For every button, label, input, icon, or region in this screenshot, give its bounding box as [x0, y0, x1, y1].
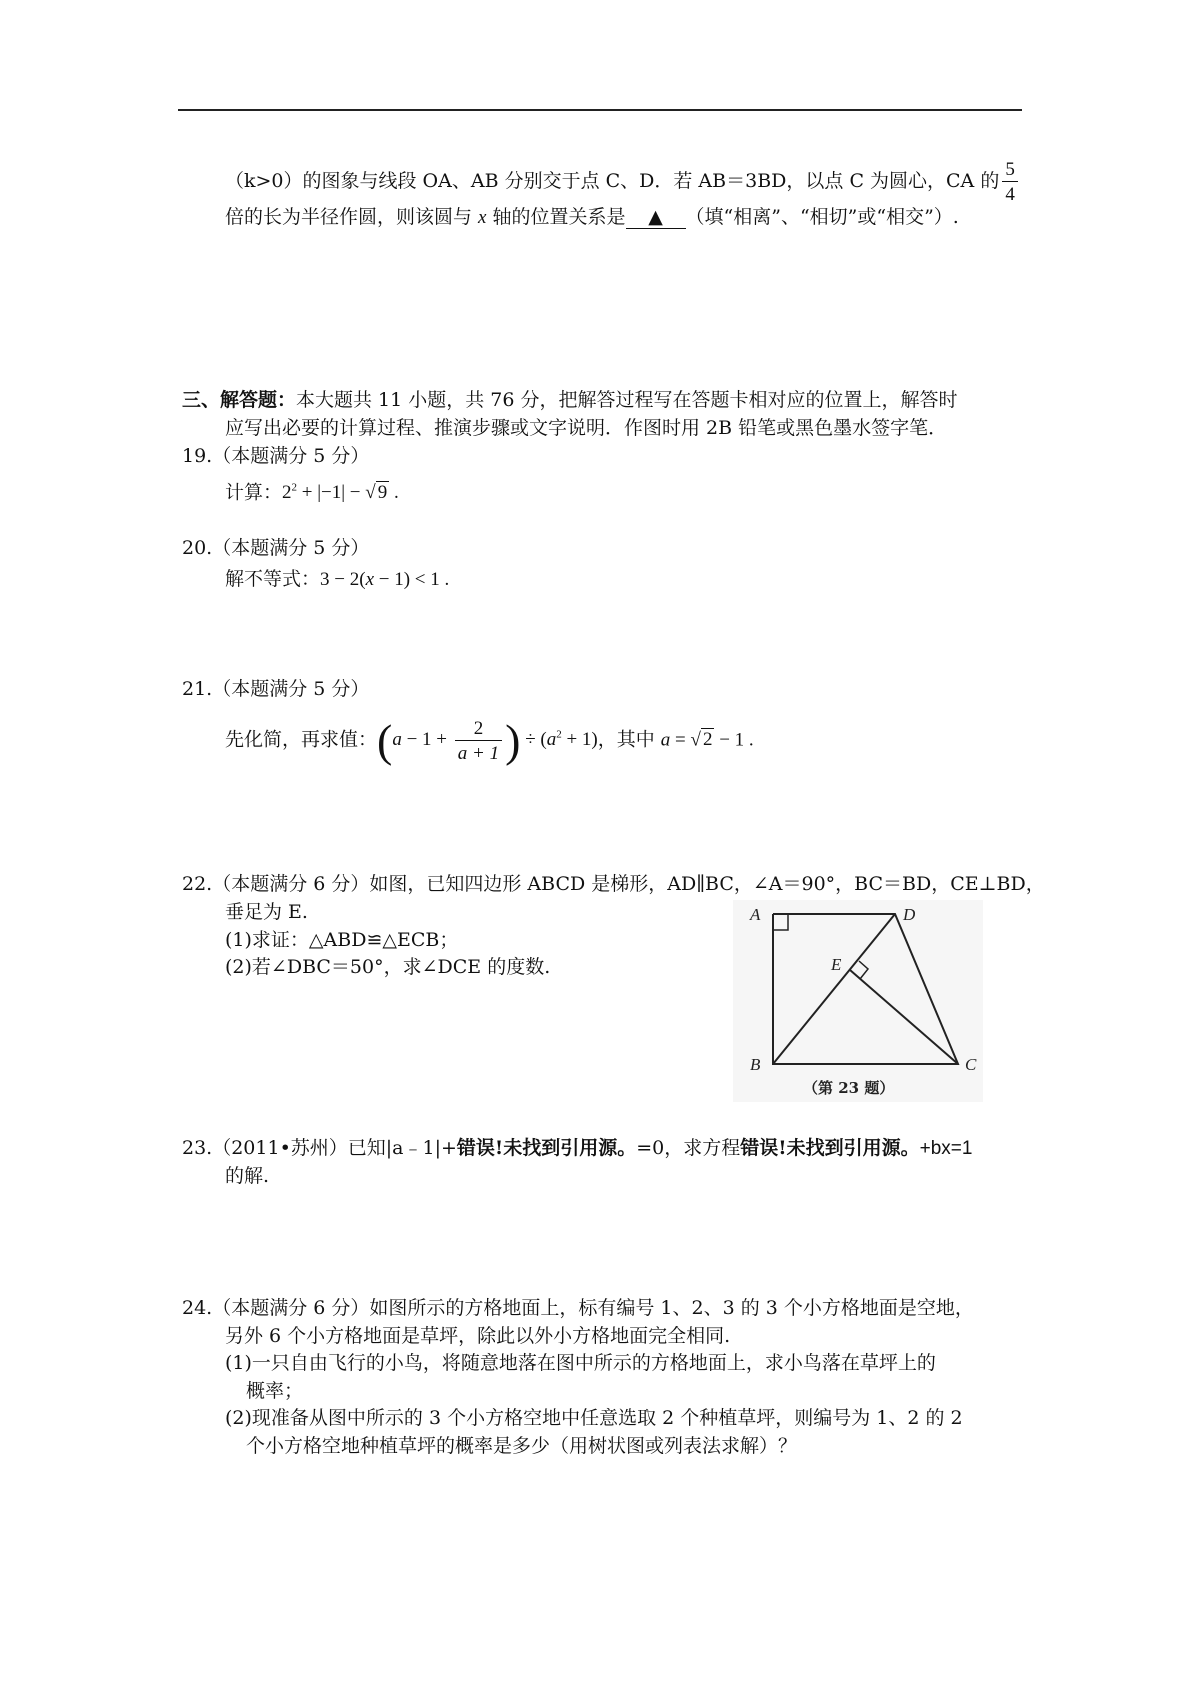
label-d: D	[903, 905, 916, 924]
right-angle-e	[859, 961, 868, 979]
header-rule	[178, 109, 1022, 111]
q18-fraction: $\frac{5}{4}$	[1002, 160, 1018, 204]
section3-line2: 应写出必要的计算过程、推演步骤或文字说明．作图时用 2B 铅笔或黑色墨水签字笔．	[225, 417, 948, 439]
answer-blank: ▲	[626, 206, 686, 229]
segment-bd	[773, 914, 895, 1064]
trapezoid-outline	[773, 914, 958, 1064]
section3-label: 三、解答题：	[182, 389, 297, 411]
q24-part1-line2: 概率；	[246, 1380, 304, 1402]
right-angle-a	[773, 914, 788, 930]
figure-caption: （第 23 题）	[803, 1079, 895, 1097]
label-a: A	[750, 905, 761, 924]
q24-part1-line1: (1)一只自由飞行的小鸟，将随意地落在图中所示的方格地面上，求小鸟落在草坪上的	[225, 1352, 936, 1374]
trapezoid-diagram	[733, 900, 983, 1102]
q18-line2: 倍的长为半径作圆，则该圆与 x 轴的位置关系是 ▲ （填“相离”、“相切”或“相交”）.	[225, 206, 959, 228]
q24-line1: 24.（本题满分 6 分）如图所示的方格地面上，标有编号 1、2、3 的 3 个小方格地面是空地，	[182, 1297, 974, 1319]
q19-header: 19.（本题满分 5 分）	[182, 445, 370, 467]
q22-line2: 垂足为 E.	[225, 901, 308, 923]
q19-body: 计算：$2^2 + |-1|$ − √ 9 .	[225, 481, 399, 504]
q22-part2: (2)若∠DBC＝50°，求∠DCE 的度数.	[225, 956, 551, 978]
q21-expression: (a − 1 + $\frac{2}{a + 1}$ ) ÷ $(a^2 + 1)$	[377, 714, 598, 766]
q21-body: 先化简，再求值：(a − 1 + $\frac{2}{a + 1}$ ) ÷ $(a^2 + 1)$，其中 a = √ 2 − 1 .	[225, 714, 754, 766]
trapezoid-figure	[733, 900, 983, 1102]
segment-ce	[850, 970, 958, 1064]
label-b: B	[750, 1055, 761, 1074]
q20-body: 解不等式：3 − 2(x − 1) < 1 .	[225, 568, 450, 590]
q24-line2: 另外 6 个小方格地面是草坪，除此以外小方格地面完全相同.	[225, 1325, 731, 1347]
q20-expression: 3 − 2(x − 1) < 1 .	[320, 569, 450, 590]
q21-header: 21.（本题满分 5 分）	[182, 678, 370, 700]
q22-part1: (1)求证：△ABD≌△ECB；	[225, 929, 459, 951]
q18-line1: （k>0）的图象与线段 OA、AB 分别交于点 C、D．若 AB＝3BD，以点 C 为圆心，CA 的 $\frac{5}{4}$	[225, 160, 1021, 204]
q19-expression: $2^2 + |-1|$ − √ 9 .	[282, 482, 399, 504]
q23-error-ref-1: 错误!未找到引用源。	[456, 1137, 637, 1159]
q23-error-ref-2: 错误!未找到引用源。	[740, 1137, 920, 1159]
q24-part2-line2: 个小方格空地种植草坪的概率是多少（用树状图或列表法求解）？	[246, 1435, 798, 1457]
label-e: E	[831, 955, 842, 974]
q23-line2: 的解.	[225, 1165, 270, 1187]
label-c: C	[965, 1055, 977, 1074]
q22-line1: 22.（本题满分 6 分）如图，已知四边形 ABCD 是梯形，AD∥BC，∠A＝90°，BC＝BD，CE⊥BD，	[182, 873, 1045, 895]
q24-part2-line1: (2)现准备从图中所示的 3 个小方格空地中任意选取 2 个种植草坪，则编号为 1、2 的 2	[225, 1407, 963, 1429]
q23-line1: 23.（2011•苏州）已知|a﹣1|+错误!未找到引用源。=0，求方程错误!未找到引用源。+bx=1	[182, 1137, 973, 1159]
q21-fraction: $\frac{2}{a + 1}$	[455, 719, 502, 763]
q20-header: 20.（本题满分 5 分）	[182, 537, 370, 559]
section3-line1: 三、解答题：本大题共 11 小题，共 76 分，把解答过程写在答题卡相对应的位置上，解答时	[182, 389, 958, 411]
